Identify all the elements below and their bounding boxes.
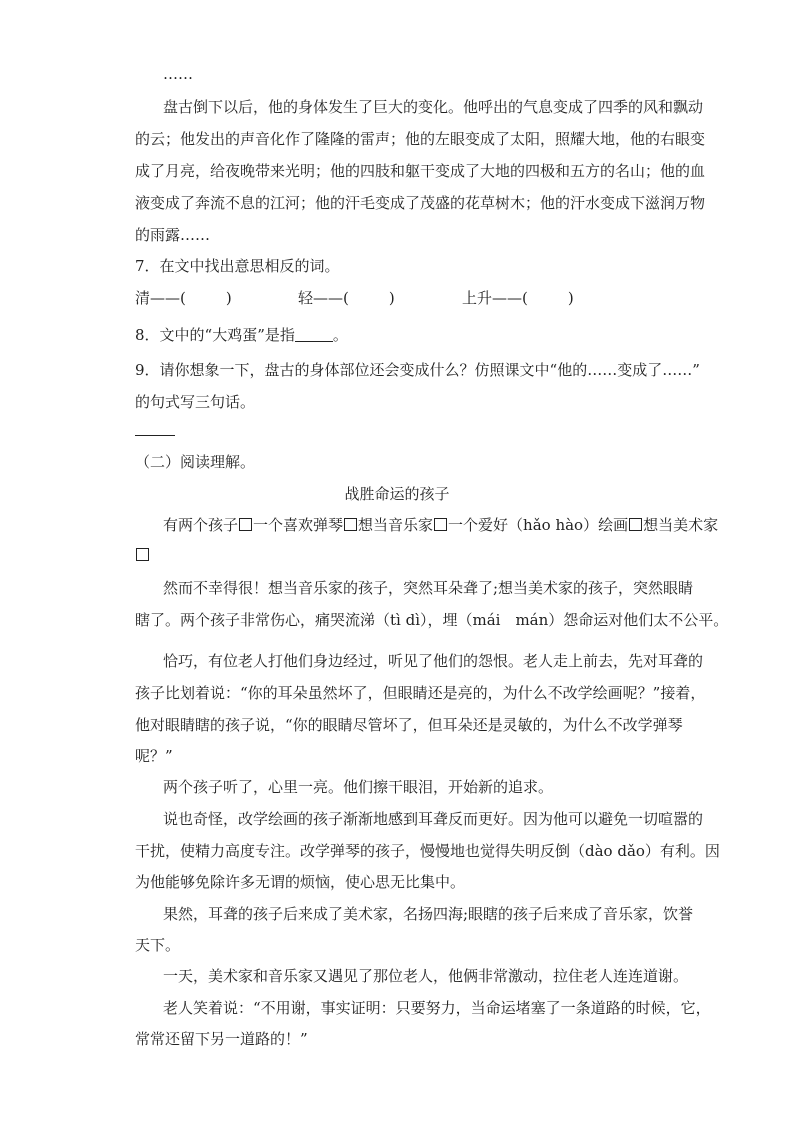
question-7: 7．在文中找出意思相反的词。 [135,257,340,275]
passage-line: 的云；他发出的声音化作了隆隆的雷声；他的左眼变成了太阳，照耀大地，他的右眼变 [135,130,706,148]
story-line: 干扰，使精力高度专注。改学弹琴的孩子，慢慢地也觉得失明反倒（dào dǎo）有利。因 [135,842,720,860]
story-line: 孩子比划着说：“你的耳朵虽然坏了，但眼睛还是亮的，为什么不改学绘画呢？”接着， [135,684,706,702]
story-paragraph: 有两个孩子 一个喜欢弹琴 想当音乐家 一个爱好（hǎo hào）绘画 想当美术家 [163,516,719,534]
story-line: 他对眼睛瞎的孩子说，“你的眼睛尽管坏了，但耳朵还是灵敏的，为什么不改学弹琴 [135,716,683,734]
question-9: 9．请你想象一下，盘古的身体部位还会变成什么？仿照课文中“他的……变成了……” [135,361,700,379]
answer-blank[interactable] [295,327,333,342]
answer-line[interactable] [135,435,175,436]
section-heading: （二）阅读理解。 [135,453,256,471]
story-line: 老人笑着说：“不用谢，事实证明：只要努力，当命运堵塞了一条道路的时候，它， [163,999,711,1017]
question-8: 8．文中的“大鸡蛋”是指 。 [135,326,348,344]
story-paragraph-cont [135,545,150,565]
story-line: 天下。 [135,936,181,954]
story-title: 战胜命运的孩子 [344,485,450,503]
antonym-pair-2[interactable]: 轻——( ) [298,289,395,307]
story-line: 果然，耳聋的孩子后来成了美术家，名扬四海;眼瞎的孩子后来成了音乐家，饮誉 [163,905,694,923]
ellipsis: …… [163,65,193,83]
story-line: 一天，美术家和音乐家又遇见了那位老人，他俩非常激动，拉住老人连连道谢。 [163,967,689,985]
punctuation-box[interactable] [239,518,252,531]
antonym-pair-1[interactable]: 清——( ) [135,289,232,307]
punctuation-box[interactable] [629,518,642,531]
antonym-pair-3[interactable]: 上升——( ) [462,289,574,307]
punctuation-box[interactable] [136,548,149,561]
story-line: 为他能够免除许多无谓的烦恼，使心思无比集中。 [135,873,466,891]
story-line: 呢？” [135,747,173,765]
story-line: 说也奇怪，改学绘画的孩子渐渐地感到耳聋反而更好。因为他可以避免一切喧嚣的 [163,810,704,828]
punctuation-box[interactable] [344,518,357,531]
passage-line: 的雨露…… [135,226,211,244]
passage-line: 盘古倒下以后，他的身体发生了巨大的变化。他呼出的气息变成了四季的风和飘动 [163,98,704,116]
story-line: 瞎了。两个孩子非常伤心，痛哭流涕（tì dì），埋（mái mán）怨命运对他们太不公平。 [135,611,729,629]
story-line: 然而不幸得很！想当音乐家的孩子，突然耳朵聋了;想当美术家的孩子，突然眼睛 [163,579,694,597]
story-line: 常常还留下另一道路的！” [135,1030,308,1048]
question-9-cont: 的句式写三句话。 [135,393,256,411]
punctuation-box[interactable] [434,518,447,531]
story-line: 恰巧，有位老人打他们身边经过，听见了他们的怨恨。老人走上前去，先对耳聋的 [163,652,704,670]
passage-line: 成了月亮，给夜晚带来光明；他的四肢和躯干变成了大地的四极和五方的名山；他的血 [135,162,706,180]
passage-line: 液变成了奔流不息的江河；他的汗毛变成了茂盛的花草树木；他的汗水变成下滋润万物 [135,194,706,212]
story-line: 两个孩子听了，心里一亮。他们擦干眼泪，开始新的追求。 [163,778,554,796]
